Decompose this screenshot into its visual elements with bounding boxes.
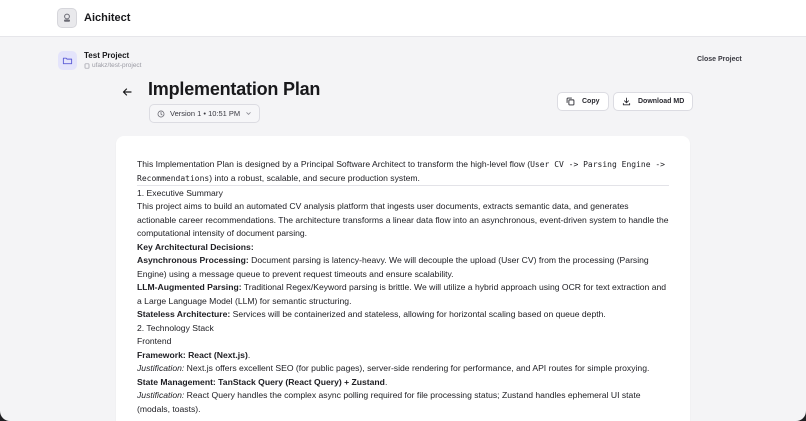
page-title: Implementation Plan: [148, 79, 321, 99]
copy-label: Copy: [582, 98, 600, 105]
chevron-down-icon: [245, 110, 252, 117]
document-body: [137, 158, 669, 416]
decision-text: Traditional Regex/Keyword parsing is brittle. We will utilize a hybrid approach using OCR for text extraction and a Large Language Model (LLM) for semantic structuring.: [137, 282, 667, 306]
intro-code: User CV -> Parsing Engine -> Recommendations: [137, 160, 665, 183]
copy-button[interactable]: [557, 92, 609, 111]
repo-icon: [84, 63, 90, 69]
subsection-heading: Frontend: [137, 336, 172, 346]
justification-text: React Query handles the complex async polling required for file processing status; Zustand handles ephemeral UI state (modals, toasts).: [137, 390, 641, 414]
decision-item: [137, 254, 669, 281]
section-heading: 2. Technology Stack: [137, 322, 214, 333]
version-selector[interactable]: [149, 104, 260, 123]
folder-icon: [58, 51, 77, 70]
stack-tail: .: [247, 349, 251, 360]
close-project-button[interactable]: Close Project: [697, 56, 742, 63]
project-path-text: ufakz/test-project: [92, 62, 142, 69]
justification-text: Next.js offers excellent SEO (for public pages), server-side rendering for performance, and API routes for simple proxying.: [184, 363, 650, 373]
top-bar: [0, 0, 806, 37]
download-md-button[interactable]: [613, 92, 693, 111]
project-name: Test Project: [84, 51, 130, 60]
download-icon: [622, 97, 631, 106]
justification-item: [137, 389, 669, 416]
app-logo-icon[interactable]: [57, 8, 77, 28]
version-label: Version 1 • 10:51 PM: [170, 109, 241, 118]
stack-label: State Management: TanStack Query (React Query) + Zustand: [137, 376, 385, 387]
decision-label: Stateless Architecture:: [137, 309, 231, 319]
document-card: [116, 136, 690, 421]
history-icon: [157, 110, 165, 118]
back-arrow-icon[interactable]: [120, 85, 134, 99]
section-heading: 1. Executive Summary: [137, 187, 223, 198]
stack-item: [137, 349, 669, 363]
key-decisions-label: Key Architectural Decisions:: [137, 241, 254, 252]
decision-item: [137, 281, 669, 308]
decision-text: Services will be containerized and stateless, allowing for horizontal scaling based on queue depth.: [230, 309, 606, 319]
intro-text-end: ) into a robust, scalable, and secure production system.: [209, 172, 420, 183]
project-path: [84, 62, 142, 69]
decision-label: LLM-Augmented Parsing:: [137, 282, 242, 292]
stack-tail: .: [384, 376, 388, 387]
justification-label: Justification:: [137, 390, 185, 400]
intro-paragraph: [137, 158, 669, 186]
decision-label: Asynchronous Processing:: [137, 255, 249, 265]
decision-item: [137, 308, 669, 322]
app-name: Aichitect: [84, 12, 131, 24]
decision-text: Document parsing is latency-heavy. We will decouple the upload (User CV) from the processing (Parsing Engine) using a message queue to prevent request timeouts and ensure scalability.: [137, 255, 649, 279]
stack-item: [137, 376, 669, 390]
summary-paragraph: This project aims to build an automated CV analysis platform that ingests user documents, extracts semantic data, and generates actionable career recommendations. The architecture transforms a linear data flow into an asynchronous, event-driven system to handle the computational intensity of document parsing.: [137, 201, 669, 238]
copy-icon: [566, 97, 575, 106]
intro-text: This Implementation Plan is designed by a Principal Software Architect to transform the high-level flow (: [137, 159, 531, 169]
key-decisions-heading: [137, 241, 669, 255]
justification-item: [137, 362, 669, 376]
download-label: Download MD: [638, 98, 685, 105]
stack-label: Framework: React (Next.js): [137, 349, 248, 360]
justification-label: Justification:: [137, 363, 185, 373]
